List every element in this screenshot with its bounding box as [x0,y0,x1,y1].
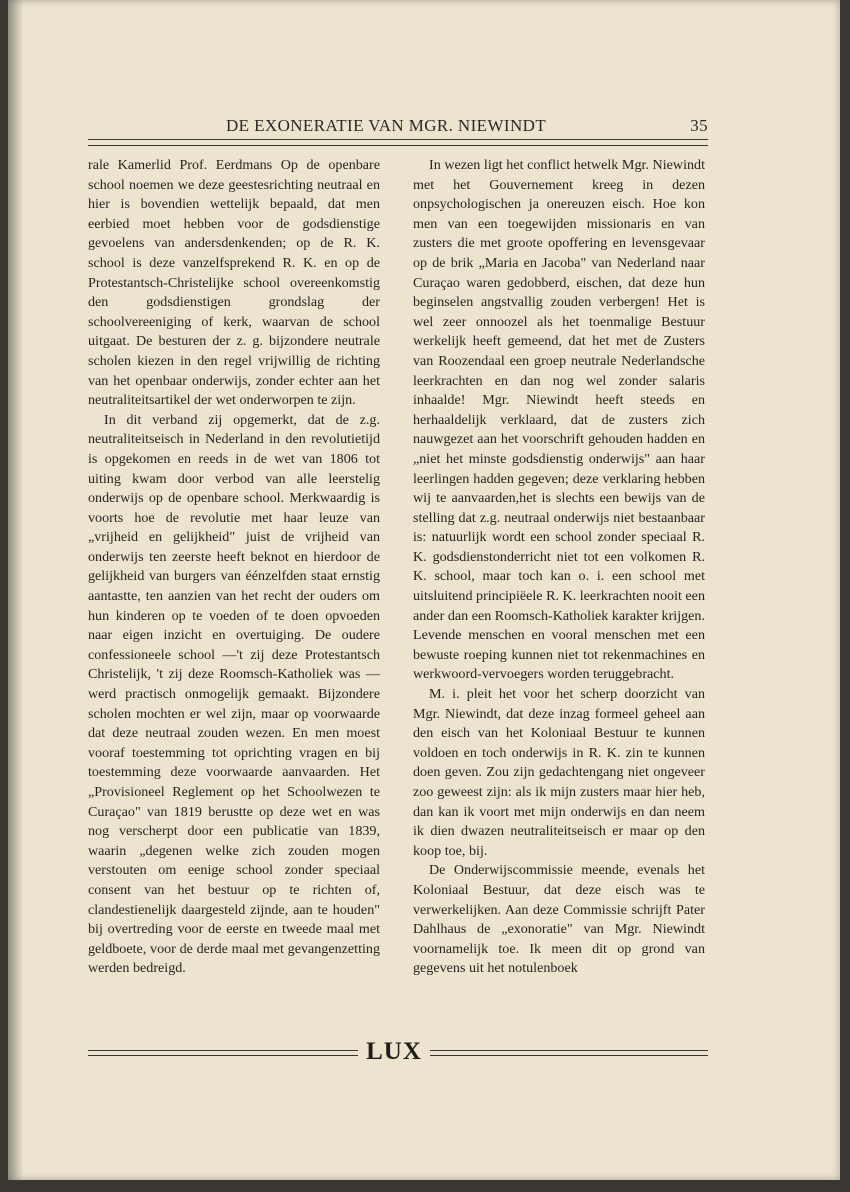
running-title: DE EXONERATIE VAN MGR. NIEWINDT [226,116,547,135]
paragraph: De Onderwijscommissie meende, evenals het Koloniaal Bestuur, dat deze eisch was te verwerkelijken. Aan deze Commissie schrijft Pater Dahlhaus de „exonoratie" van Mgr. Niewindt voornamelijk toe. Ik meen dit op grond van gegevens uit het notulenboek [413,862,705,977]
footer-rule-right [430,1050,708,1056]
header-double-rule [88,139,708,146]
book-spine-shadow [8,0,24,1180]
paragraph: rale Kamerlid Prof. Eerdmans Op de openbare school noemen we deze geestesrichting neutraal en hier is bovendien wettelijk bepaald, dat men eerbied moet hebben voor de godsdienstige gevoelens van andersdenkenden; op de R. K. school is deze vanzelfsprekend R. K. en op de Protestantsch-Christelijke school overeenkomstig den godsdienstigen grondslag der schoolvereeniging of kerk, waarvan de school uitgaat. De besturen der z. g. bijzondere neutrale scholen kiezen in den regel vrijwillig de richting van het openbaar onderwijs, zonder echter aan het neutraliteitsartikel der wet onderworpen te zijn. [88,157,380,409]
footer-rule-left [88,1050,358,1056]
lux-logo: LUX [366,1038,422,1065]
paragraph: M. i. pleit het voor het scherp doorzicht van Mgr. Niewindt, dat deze inzag formeel geheel aan den eisch van het Koloniaal Bestuur te kunnen voldoen en toch onderwijs in R. K. zin te kunnen doen geven. Zou zijn gedachtengang niet ongeveer zoo geweest zijn: als ik mijn zusters maar hier heb, dan kan ik voort met mijn onderwijs en dan neem ik dien dwazen neutraliteitseisch er maar op den koop toe, bij. [413,686,705,859]
paragraph: In dit verband zij opgemerkt, dat de z.g. neutraliteitseisch in Nederland in den revolutietijd is opgekomen en reeds in de wet van 1806 tot uiting kwam door verbod van alle leerstelig onderwijs op de openbare school. Merkwaardig is voorts hoe de revolutie met haar leuze van „vrijheid en gelijkheid" juist de vrijheid van onderwijs ten zeerste heeft beknot en hierdoor de gelijkheid van burgers van éénzelfden staat ernstig aantastte, ten aanzien van het recht der ouders om hun kinderen op te voeden of te doen opvoeden naar eigen inzicht en overtuiging. De oudere confessioneele school —'t zij deze Protestantsch Christelijk, 't zij deze Roomsch-Katholiek was — werd practisch onmogelijk gemaakt. Bijzondere scholen mochten er wel zijn, maar op voorwaarde dat deze neutraal zouden wezen. En men moest vooraf toestemming tot oprichting vragen en bij toestemming deze voorwaarde aanvaarden. Het „Provisioneel Reglement op het Schoolwezen te Curaçao" van 1819 berustte op deze wet en was nog verscherpt door een publicatie van 1839, waarin „degenen welke zich zouden mogen verstouten om eenige school zonder speciaal consent van het bestuur op te richten of, clandestienelijk daargesteld zijnde, aan te houden" bij overtreding voor de eerste en tweede maal met geldboete, voor de derde maal met gevangenzetting werden bedreigd. [88,411,380,977]
paragraph: In wezen ligt het conflict hetwelk Mgr. Niewindt met het Gouvernement kreeg in dezen onpsychologischen ja onereuzen eisch. Hoe kon men van een toegewijden missionaris en van zusters die met groote opoffering en levensgevaar op de brik „Maria en Jacoba" van Nederland naar Curaçao waren gedobberd, eischen, dat deze hun beginselen angstvallig zouden verbergen! Het is wel zeer onnoozel als het toenmalige Bestuur werkelijk heeft gemeend, dat het met de Zusters van Roozendaal een groep neutrale Nederlandsche leerkrachten en dan nog wel zonder salaris inhaalde! Mgr. Niewindt heeft steeds en herhaaldelijk verklaard, dat de zusters zich nauwgezet aan het voorschrift gehouden hadden en „niet het minste godsdienstig onderwijs" aan haar leerlingen hadden gegeven; deze verklaring hebben wij te aanvaarden,het is slechts een bewijs van de stelling dat z.g. neutraal onderwijs niet bestaanbaar is: natuurlijk wordt een school zonder speciaal R. K. godsdienstonderricht niet tot een volkomen R. K. school, maar toch kan o. i. een school met uitsluitend principiëele R. K. leerkrachten nooit een ander dan een Roomsch-Katholiek karakter krijgen. Levende menschen en vooral menschen met een bewuste roeping kunnen niet tot rekenmachines en werkwoord-vervoegers worden teruggebracht. [413,157,705,683]
page-number: 35 [690,116,708,135]
right-column [413,156,705,979]
left-column [88,156,380,979]
running-header [88,114,708,138]
